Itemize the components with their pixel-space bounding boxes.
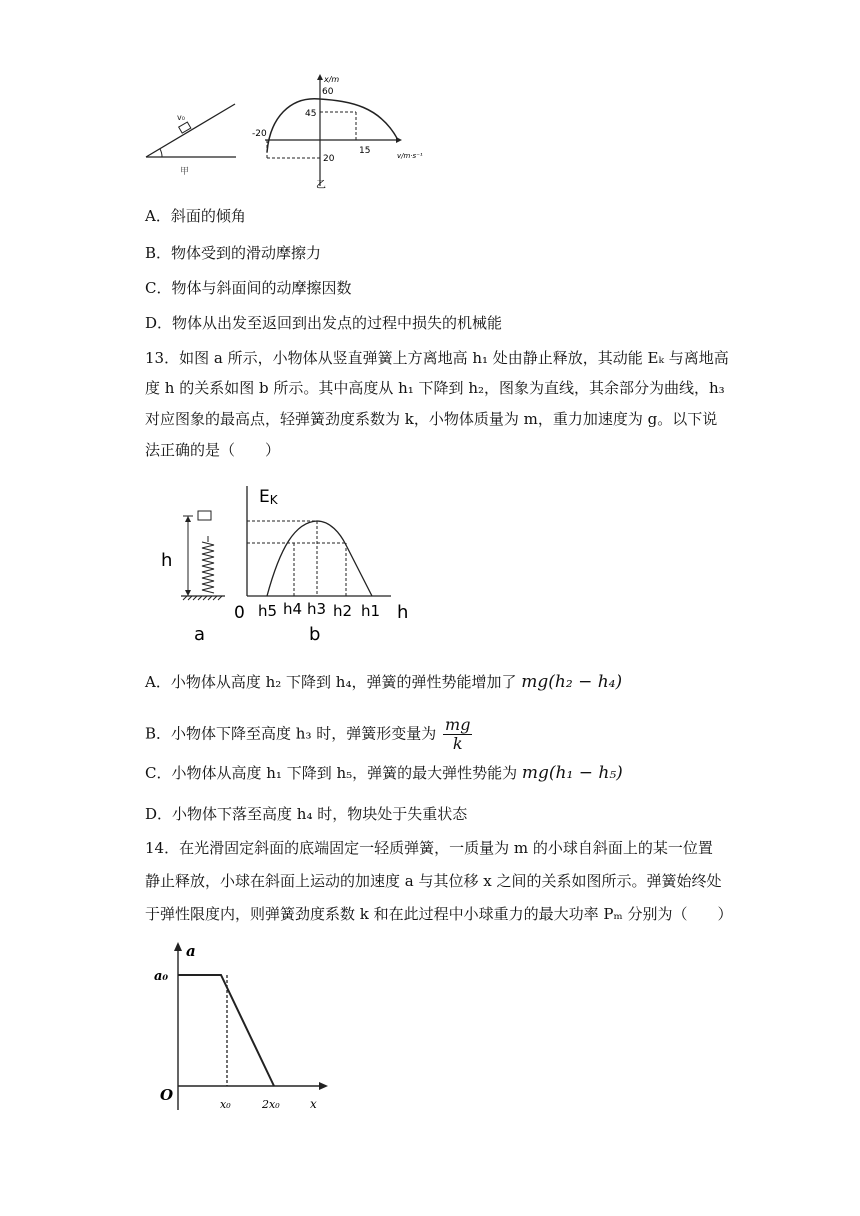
tick-h3: h3	[307, 600, 327, 618]
h-axis-label: h	[397, 602, 409, 623]
figure-b-caption: b	[309, 624, 321, 645]
q13-option-b-text: B．小物体下降至高度 h₃ 时，弹簧形变量为	[145, 724, 437, 743]
tick-h4: h4	[283, 600, 303, 618]
graph-y-axis-label: x/m	[324, 75, 340, 84]
graph-x-axis-label: v/m·s⁻¹	[397, 152, 423, 160]
q13-figure	[155, 478, 420, 648]
origin-o-label: O	[160, 1086, 174, 1104]
q14-stem-line3: 于弹性限度内，则弹簧劲度系数 k 和在此过程中小球重力的最大功率 Pₘ 分别为（ ）	[145, 905, 733, 923]
2x0-tick-label: 2x₀	[262, 1098, 280, 1111]
tick-neg20-y: 20	[323, 154, 335, 164]
figure-a-spring	[161, 511, 225, 645]
q13-option-b-fraction	[443, 716, 472, 753]
q13-stem-line2: 度 h 的关系如图 b 所示。其中高度从 h₁ 下降到 h₂，图象为直线，其余部分为曲线，h₃	[145, 379, 725, 397]
graph-caption: 乙	[316, 180, 326, 191]
acceleration-line	[178, 975, 274, 1086]
tick-60: 60	[322, 87, 334, 97]
tick-h5: h5	[258, 602, 278, 620]
figure-incline-and-graph	[140, 68, 423, 192]
x-axis-label: x	[310, 1097, 317, 1111]
parabola-curve	[267, 99, 398, 152]
x0-tick-label: x₀	[220, 1098, 231, 1111]
q13-option-c	[145, 763, 623, 783]
fraction-denominator: k	[452, 734, 463, 753]
a-axis-label: a	[186, 942, 196, 960]
q12-option-c: C．物体与斜面间的动摩擦因数	[145, 279, 352, 297]
fraction-numerator: mg	[445, 715, 471, 734]
q13-stem-line3: 对应图象的最高点，轻弹簧劲度系数为 k，小物体质量为 m，重力加速度为 g。以下说	[145, 410, 718, 428]
q14-figure-ax-graph	[150, 938, 340, 1118]
incline-caption: 甲	[180, 167, 190, 177]
q14-stem-line1: 14．在光滑固定斜面的底端固定一轻质弹簧，一质量为 m 的小球自斜面上的某一位置	[145, 839, 713, 857]
ek-axis-label: EK	[259, 487, 278, 507]
q13-stem-line1: 13．如图 a 所示，小物体从竖直弹簧上方离地高 h₁ 处由静止释放，其动能 Eₖ 与离地高	[145, 349, 729, 367]
figure-a-caption: a	[194, 624, 206, 645]
q13-option-c-formula: mg(h₁ − h₅)	[521, 763, 623, 783]
q14-stem-line2: 静止释放，小球在斜面上运动的加速度 a 与其位移 x 之间的关系如图所示。弹簧始终处	[145, 872, 722, 890]
tick-15: 15	[359, 146, 371, 156]
tick-neg20-x: -20	[252, 129, 267, 139]
tick-h2: h2	[333, 602, 353, 620]
q13-option-a	[145, 672, 622, 692]
tick-45: 45	[305, 109, 317, 119]
q12-option-d: D．物体从出发至返回到出发点的过程中损失的机械能	[145, 314, 503, 332]
ek-curve	[267, 521, 372, 596]
origin-label: 0	[234, 603, 245, 623]
figure-b-graph	[234, 486, 408, 645]
a0-tick-label: a₀	[154, 969, 169, 984]
q13-option-c-text: C．小物体从高度 h₁ 下降到 h₅，弹簧的最大弹性势能为	[145, 764, 518, 782]
v0-label: v₀	[177, 113, 185, 122]
q13-option-a-text: A．小物体从高度 h₂ 下降到 h₄，弹簧的弹性势能增加了	[145, 673, 517, 691]
figure-a-height-label: h	[161, 550, 173, 571]
incline-diagram	[146, 104, 236, 177]
xv-graph	[252, 74, 423, 191]
q13-option-a-formula: mg(h₂ − h₄)	[521, 672, 623, 692]
q12-option-b: B．物体受到的滑动摩擦力	[145, 244, 322, 262]
q13-stem-line4: 法正确的是（ ）	[145, 441, 281, 459]
q13-option-b	[145, 716, 472, 753]
q13-option-d: D．小物体下落至高度 h₄ 时，物块处于失重状态	[145, 805, 468, 823]
q12-option-a: A．斜面的倾角	[145, 207, 246, 225]
tick-h1: h1	[361, 602, 381, 620]
